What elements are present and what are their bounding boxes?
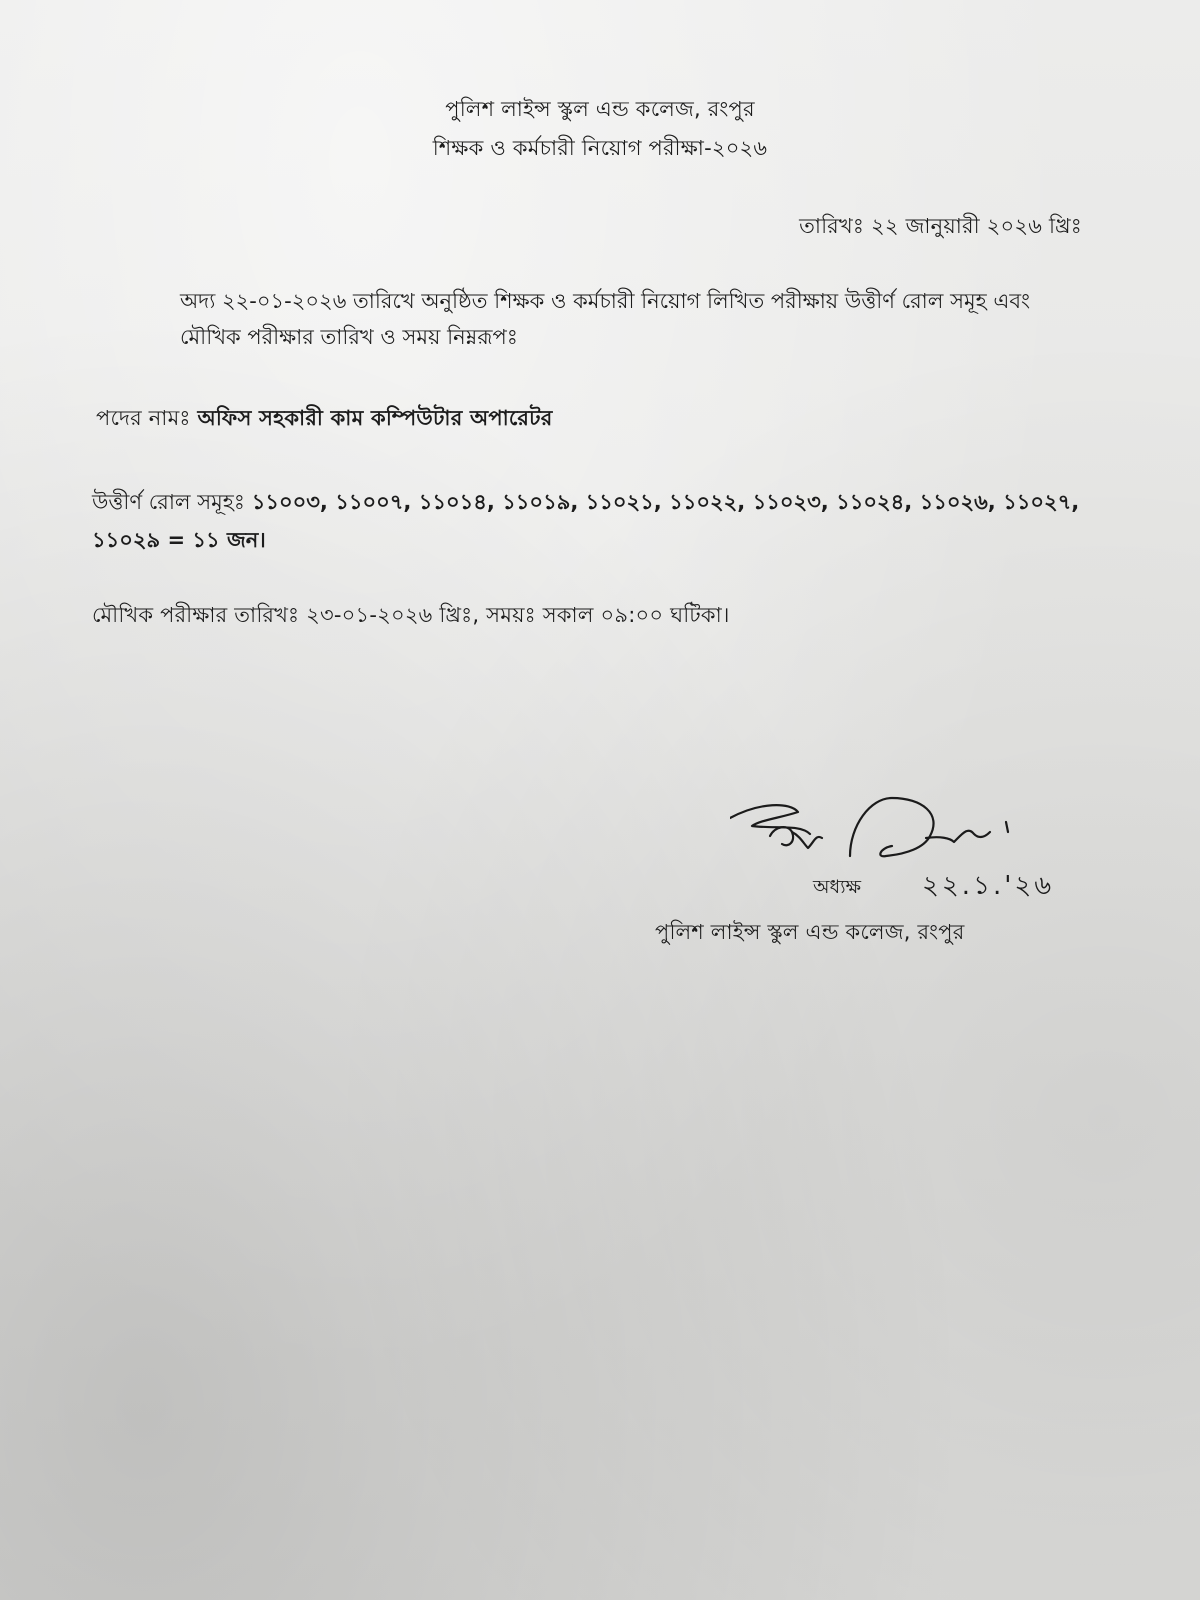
designation: অধ্যক্ষ	[813, 876, 862, 898]
date-line: তারিখঃ ২২ জানুয়ারী ২০২৬ খ্রিঃ	[799, 214, 1082, 238]
passed-rolls	[92, 483, 1082, 559]
handwritten-date: ২২.১.'২৬	[922, 871, 1055, 901]
intro-text: অদ্য ২২-০১-২০২৬ তারিখে অনুষ্ঠিত শিক্ষক ও কর্মচারী নিয়োগ লিখিত পরীক্ষায় উত্তীর্ণ রোল সমূহ এবং মৌখিক পরীক্ষার তারিখ ও সময় নিম্নরূপঃ	[180, 289, 1031, 349]
viva-line: মৌখিক পরীক্ষার তারিখঃ ২৩-০১-২০২৬ খ্রিঃ, সময়ঃ সকাল ০৯:০০ ঘটিকা।	[92, 603, 730, 627]
intro-paragraph	[92, 283, 1082, 355]
post-line	[96, 403, 552, 433]
exam-title: শিক্ষক ও কর্মচারী নিয়োগ পরীক্ষা-২০২৬	[432, 136, 768, 160]
passed-rolls-value: ১১০০৩, ১১০০৭, ১১০১৪, ১১০১৯, ১১০২১, ১১০২২, ১১০২৩, ১১০২৪, ১১০২৬, ১১০২৭, ১১০২৯ = ১১ জন।	[92, 490, 1080, 552]
institution-title: পুলিশ লাইন্স স্কুল এন্ড কলেজ, রংপুর	[445, 97, 755, 121]
post-value: অফিস সহকারী কাম কম্পিউটার অপারেটর	[197, 406, 553, 430]
passed-rolls-label: উত্তীর্ণ রোল সমূহঃ	[92, 490, 246, 514]
post-label: পদের নামঃ	[96, 406, 191, 430]
principal-signature	[730, 796, 1090, 916]
handwritten-signature-icon	[730, 796, 1090, 916]
signature-institution: পুলিশ লাইন্স স্কুল এন্ড কলেজ, রংপুর	[655, 920, 965, 944]
